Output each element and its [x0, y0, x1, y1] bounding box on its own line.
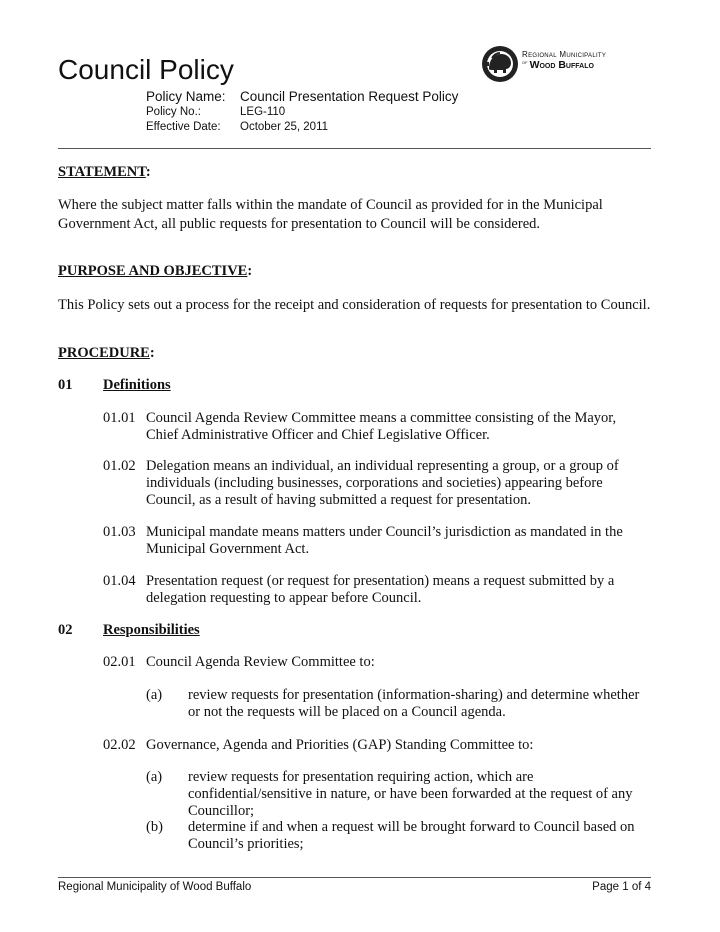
logo-text-line1: Regional Municipality	[522, 50, 607, 59]
footer-organization: Regional Municipality of Wood Buffalo	[58, 881, 252, 893]
item-text: Council Agenda Review Committee to:	[146, 654, 375, 670]
item-text: Governance, Agenda and Priorities (GAP) Standing Committee to:	[146, 737, 534, 753]
item-text: Council Agenda Review Committee means a committee consisting of the Mayor, Chief Administrative Officer and Chief Legislative Officer.	[146, 410, 617, 443]
purpose-heading: PURPOSE AND OBJECTIVE:	[58, 263, 253, 279]
page-number: Page 1 of 4	[592, 881, 651, 893]
page-title: Council Policy	[58, 54, 234, 85]
policy-number-value: LEG-110	[240, 106, 286, 118]
section-number: 02	[58, 622, 73, 638]
item-number: 01.02	[103, 458, 136, 474]
subitem-letter: (a)	[146, 687, 163, 703]
policy-number-label: Policy No.:	[146, 106, 201, 118]
section-title-definitions: Definitions	[103, 377, 171, 393]
item-number: 01.01	[103, 410, 136, 426]
subitem-text: review requests for presentation requiring action, which are confidential/sensitive in nature, or have been forwarded at the request of any Councillor;	[188, 769, 633, 819]
statement-heading: STATEMENT:	[58, 164, 151, 180]
effective-date-value: October 25, 2011	[240, 121, 329, 133]
subitem-text: determine if and when a request will be brought forward to Council based on Council’s priorities;	[188, 819, 635, 852]
purpose-text: This Policy sets out a process for the receipt and consideration of requests for presentation to Council.	[58, 297, 651, 313]
item-number: 02.02	[103, 737, 136, 753]
item-text: Municipal mandate means matters under Council’s jurisdiction as mandated in the Municipal Government Act.	[146, 524, 623, 557]
item-number: 01.04	[103, 573, 136, 589]
item-number: 01.03	[103, 524, 136, 540]
logo-of: of	[522, 59, 528, 66]
subitem-letter: (b)	[146, 819, 163, 835]
procedure-heading: PROCEDURE:	[58, 345, 155, 361]
item-text: Presentation request (or request for presentation) means a request submitted by a delegation requesting to appear before Council.	[146, 573, 615, 606]
item-number: 02.01	[103, 654, 136, 670]
footer-divider	[58, 877, 651, 878]
municipality-logo	[480, 44, 622, 84]
subitem-text: review requests for presentation (information-sharing) and determine whether or not the requests will be placed on a Council agenda.	[188, 687, 640, 720]
subitem-letter: (a)	[146, 769, 163, 785]
logo-text-line2	[522, 59, 594, 71]
section-title-responsibilities: Responsibilities	[103, 622, 200, 638]
section-number: 01	[58, 377, 73, 393]
effective-date-label: Effective Date:	[146, 121, 221, 133]
bison-emblem-icon	[480, 44, 520, 84]
policy-name-value: Council Presentation Request Policy	[240, 89, 459, 104]
item-text: Delegation means an individual, an individual representing a group, or a group of individuals (including businesses, corporations and societies) appearing before Council, as a result of having submitted a request for presentation.	[146, 458, 619, 508]
header-divider	[58, 148, 651, 149]
policy-name-label: Policy Name:	[146, 89, 226, 104]
logo-org-name: Wood Buffalo	[529, 59, 594, 71]
statement-text: Where the subject matter falls within the mandate of Council as provided for in the Municipal Government Act, all public requests for presentation to Council will be considered.	[58, 197, 603, 232]
